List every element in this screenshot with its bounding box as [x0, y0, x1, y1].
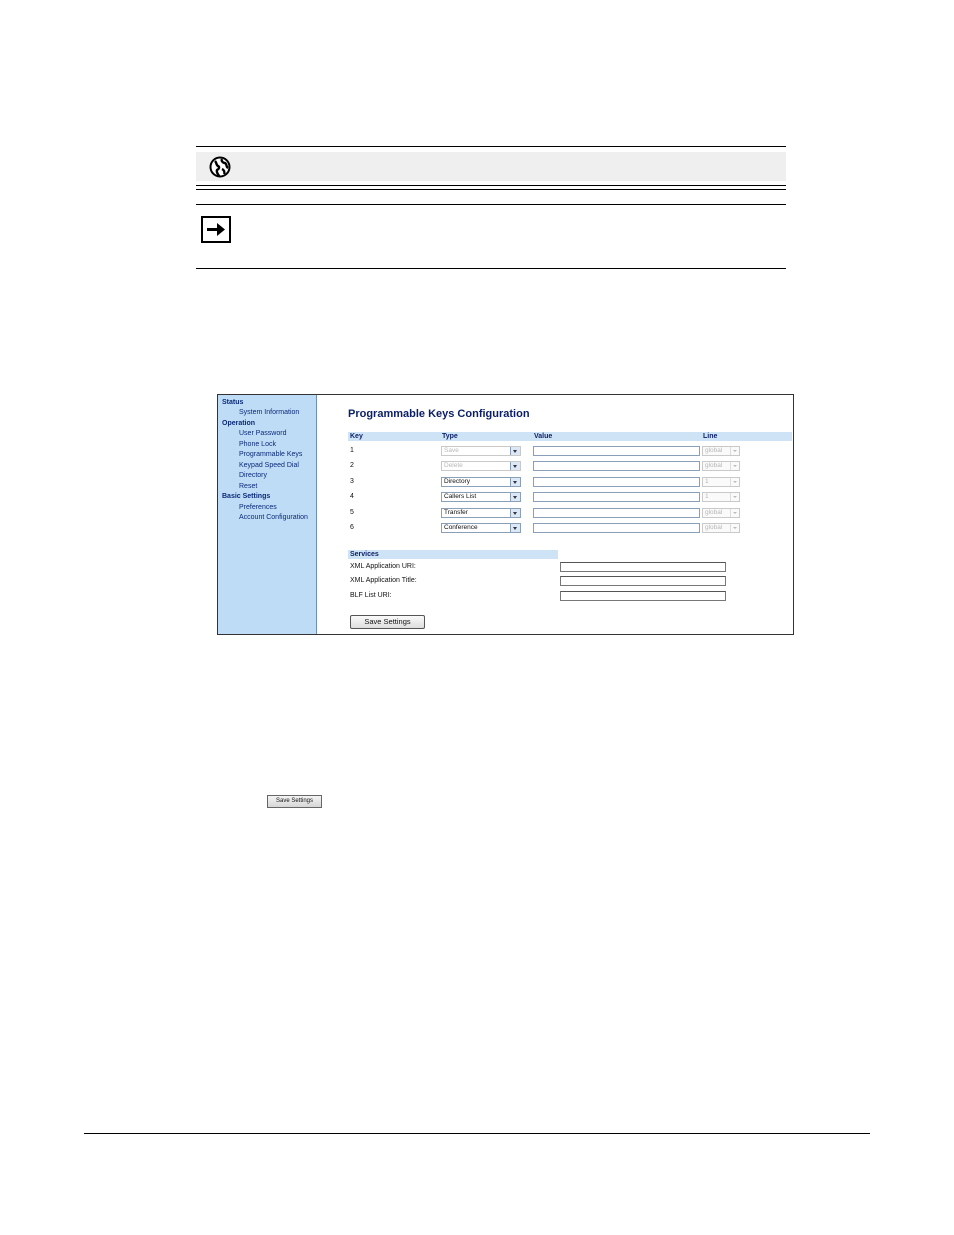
- line-select[interactable]: [702, 477, 740, 487]
- line-select[interactable]: [702, 523, 740, 533]
- chevron-down-icon: [510, 524, 520, 532]
- value-input[interactable]: [533, 461, 700, 471]
- type-select[interactable]: [441, 446, 521, 456]
- line-select[interactable]: [702, 492, 740, 502]
- chevron-down-icon: [510, 447, 520, 455]
- key-number: 5: [350, 509, 354, 516]
- table-header-bar: [348, 432, 792, 441]
- col-key: Key: [350, 433, 363, 440]
- line-select[interactable]: [702, 446, 740, 456]
- arrow-right-icon: [203, 218, 229, 241]
- sidebar-item[interactable]: Keypad Speed Dial: [239, 462, 299, 469]
- key-number: 3: [350, 478, 354, 485]
- type-select[interactable]: [441, 477, 521, 487]
- xml-uri-label: XML Application URI:: [350, 563, 416, 570]
- chevron-down-icon: [510, 478, 520, 486]
- type-select-value: Directory: [444, 478, 471, 485]
- sidebar: [218, 395, 317, 634]
- chevron-down-icon: [730, 509, 739, 517]
- sidebar-item[interactable]: Basic Settings: [222, 493, 271, 500]
- chevron-down-icon: [510, 493, 520, 501]
- type-select[interactable]: [441, 492, 521, 502]
- sidebar-item[interactable]: Operation: [222, 420, 256, 427]
- config-screenshot: [217, 394, 794, 635]
- col-value: Value: [534, 433, 553, 440]
- key-number: 6: [350, 524, 354, 531]
- value-input[interactable]: [533, 508, 700, 518]
- chevron-down-icon: [730, 447, 739, 455]
- key-number: 2: [350, 462, 354, 469]
- type-select-value: Save: [444, 447, 459, 454]
- services-header-bar: [348, 550, 558, 559]
- chevron-down-icon: [730, 493, 739, 501]
- note-rule-bottom: [196, 185, 786, 186]
- inline-save-settings-button: Save Settings: [267, 795, 322, 808]
- line-select[interactable]: [702, 508, 740, 518]
- line-select-value: global: [705, 524, 723, 531]
- xml-uri-input[interactable]: [560, 562, 726, 572]
- globe-icon: [208, 155, 232, 179]
- note-rule-top: [196, 146, 786, 147]
- chevron-down-icon: [730, 462, 739, 470]
- type-select-value: Conference: [444, 524, 478, 531]
- sidebar-item[interactable]: Reset: [239, 483, 258, 490]
- value-input[interactable]: [533, 477, 700, 487]
- sidebar-item[interactable]: Phone Lock: [239, 441, 276, 448]
- chevron-down-icon: [730, 524, 739, 532]
- value-input[interactable]: [533, 523, 700, 533]
- line-select-value: 1: [705, 478, 709, 485]
- sidebar-item[interactable]: System Information: [239, 409, 300, 416]
- line-select-value: 1: [705, 493, 709, 500]
- services-header: Services: [350, 551, 379, 558]
- tip-box: [201, 216, 231, 243]
- note-rule-bottom-2: [196, 189, 786, 190]
- line-select-value: global: [705, 509, 723, 516]
- save-settings-button[interactable]: Save Settings: [350, 615, 425, 629]
- page-title: Programmable Keys Configuration: [348, 408, 530, 420]
- key-number: 1: [350, 447, 354, 454]
- note-band: [196, 152, 786, 181]
- sidebar-item[interactable]: Status: [222, 399, 244, 406]
- chevron-down-icon: [510, 509, 520, 517]
- chevron-down-icon: [510, 462, 520, 470]
- value-input[interactable]: [533, 492, 700, 502]
- col-type: Type: [442, 433, 458, 440]
- type-select[interactable]: [441, 461, 521, 471]
- xml-title-input[interactable]: [560, 576, 726, 586]
- blf-uri-input[interactable]: [560, 591, 726, 601]
- line-select-value: global: [705, 462, 723, 469]
- value-input[interactable]: [533, 446, 700, 456]
- key-number: 4: [350, 493, 354, 500]
- type-select-value: Callers List: [444, 493, 477, 500]
- xml-title-label: XML Application Title:: [350, 577, 417, 584]
- tip-rule-bottom: [196, 268, 786, 269]
- chevron-down-icon: [730, 478, 739, 486]
- footer-rule: [84, 1133, 870, 1134]
- sidebar-item[interactable]: Programmable Keys: [239, 451, 303, 458]
- sidebar-item[interactable]: Preferences: [239, 504, 277, 511]
- tip-rule-top: [196, 204, 786, 205]
- type-select-value: Transfer: [444, 509, 468, 516]
- sidebar-item[interactable]: Directory: [239, 472, 268, 479]
- type-select-value: Delete: [444, 462, 463, 469]
- line-select-value: global: [705, 447, 723, 454]
- sidebar-item[interactable]: User Password: [239, 430, 287, 437]
- col-line: Line: [703, 433, 718, 440]
- type-select[interactable]: [441, 508, 521, 518]
- line-select[interactable]: [702, 461, 740, 471]
- type-select[interactable]: [441, 523, 521, 533]
- blf-uri-label: BLF List URI:: [350, 592, 392, 599]
- sidebar-item[interactable]: Account Configuration: [239, 514, 308, 521]
